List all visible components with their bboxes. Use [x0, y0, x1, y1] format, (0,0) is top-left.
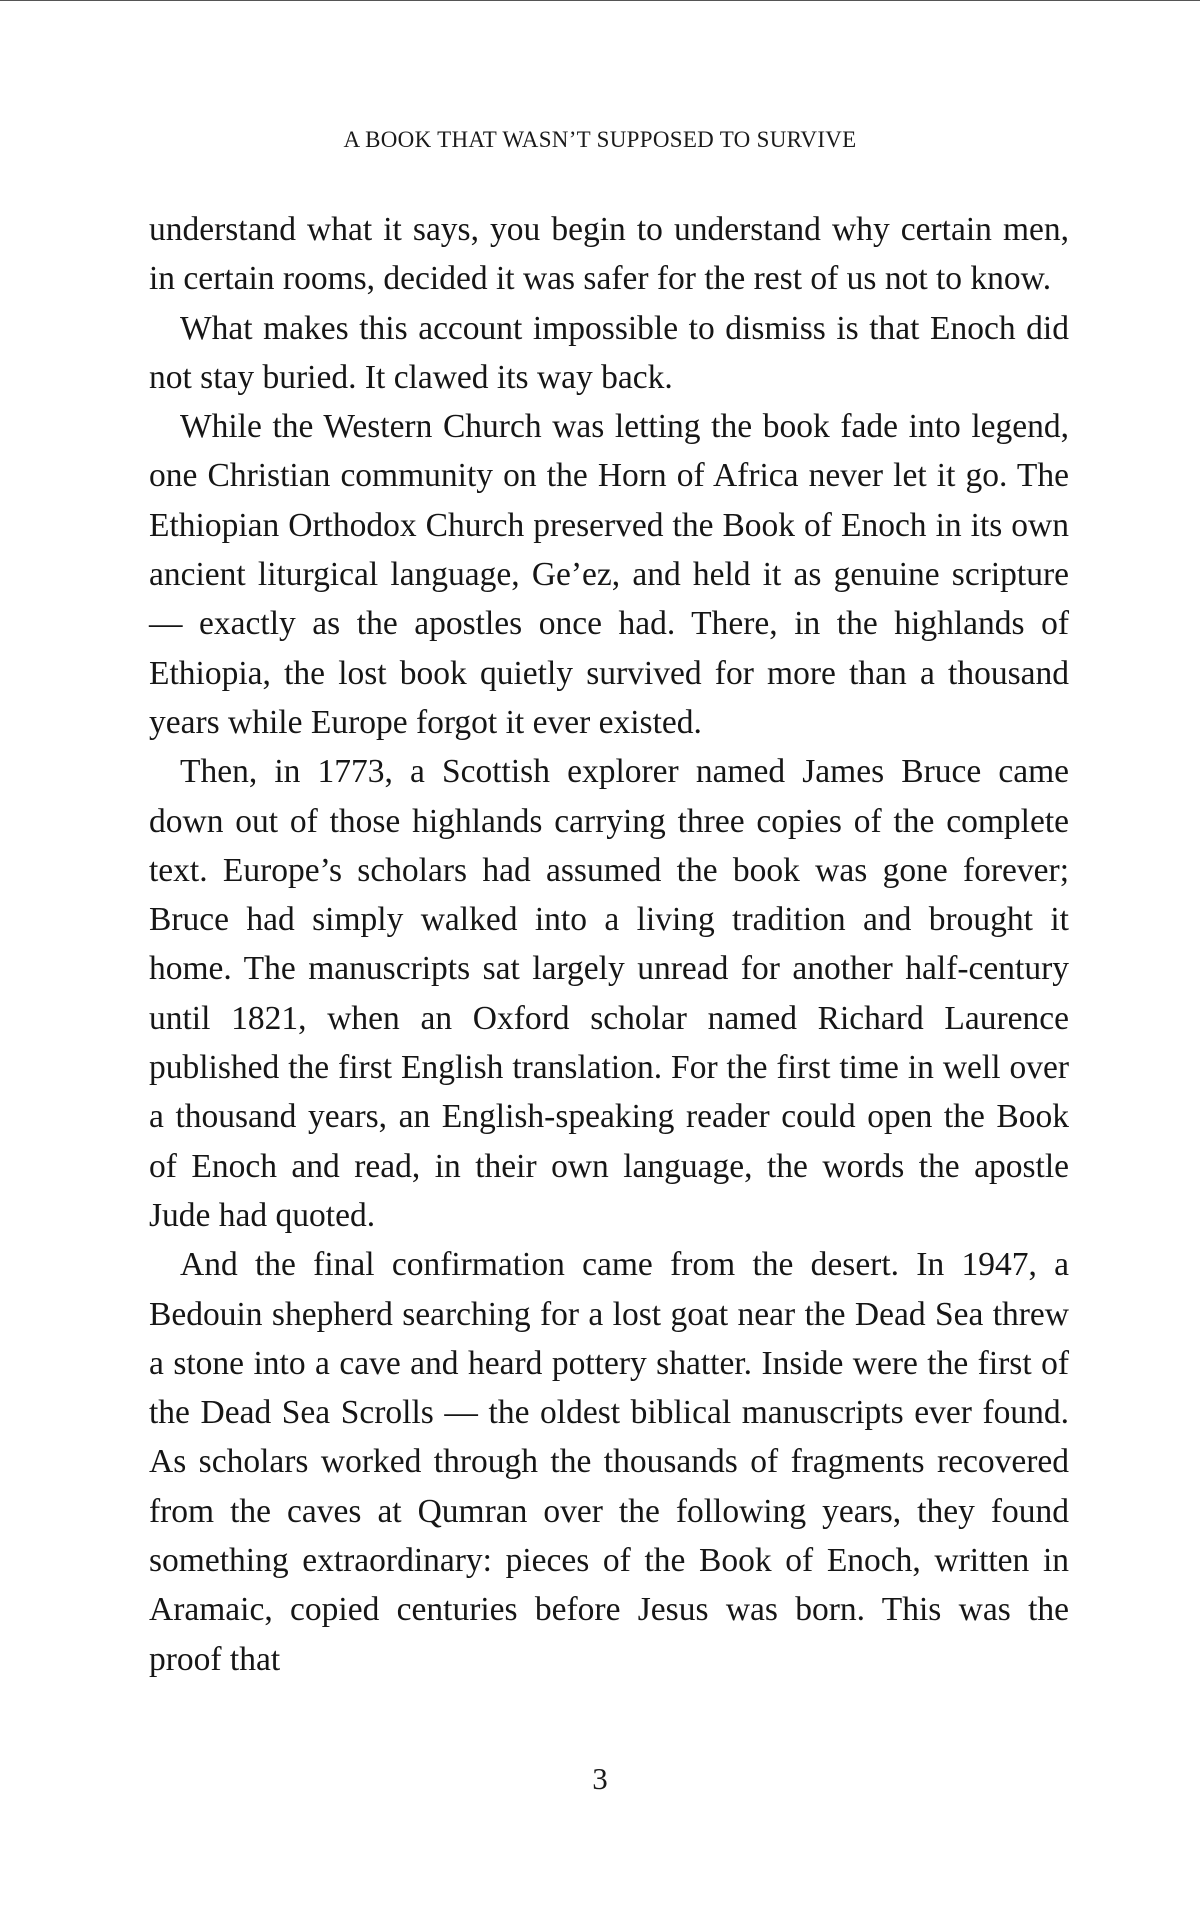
running-head: A BOOK THAT WASN’T SUPPOSED TO SURVIVE	[343, 127, 857, 152]
body-text	[149, 205, 1069, 1684]
paragraph: And the final confirmation came from the desert. In 1947, a Bedouin shepherd searching for a lost goat near the Dead Sea threw a stone into a cave and heard pottery shatter. Inside were the first of the Dead Sea Scrolls — the oldest biblical manuscripts ever found. As scholars worked through the thousands of fragments recovered from the caves at Qumran over the following years, they found something extraordinary: pieces of the Book of Enoch, written in Aramaic, copied centuries before Jesus was born. This was the proof that	[149, 1246, 1069, 1678]
page-number: 3	[592, 1761, 608, 1796]
paragraph: While the Western Church was letting the book fade into legend, one Christian community on the Horn of Africa never let it go. The Ethiopian Orthodox Church preserved the Book of Enoch in its own ancient liturgical language, Ge’ez, and held it as genuine scripture — exactly as the apostles once had. There, in the highlands of Ethiopia, the lost book quietly survived for more than a thousand years while Europe forgot it ever existed.	[149, 408, 1069, 741]
paragraph-continued: understand what it says, you begin to understand why certain men, in certain rooms, decided it was safer for the rest of us not to know.	[149, 211, 1069, 298]
paragraph: What makes this account impossible to dismiss is that Enoch did not stay buried. It clawed its way back.	[149, 309, 1069, 396]
paragraph: Then, in 1773, a Scottish explorer named James Bruce came down out of those highlands carrying three copies of the complete text. Europe’s scholars had assumed the book was gone forever; Bruce had simply walked into a living tradition and brought it home. The manuscripts sat largely unread for another half-century until 1821, when an Oxford scholar named Richard Laurence published the first English translation. For the first time in well over a thousand years, an English-speaking reader could open the Book of Enoch and read, in their own language, the words the apostle Jude had quoted.	[149, 753, 1069, 1234]
